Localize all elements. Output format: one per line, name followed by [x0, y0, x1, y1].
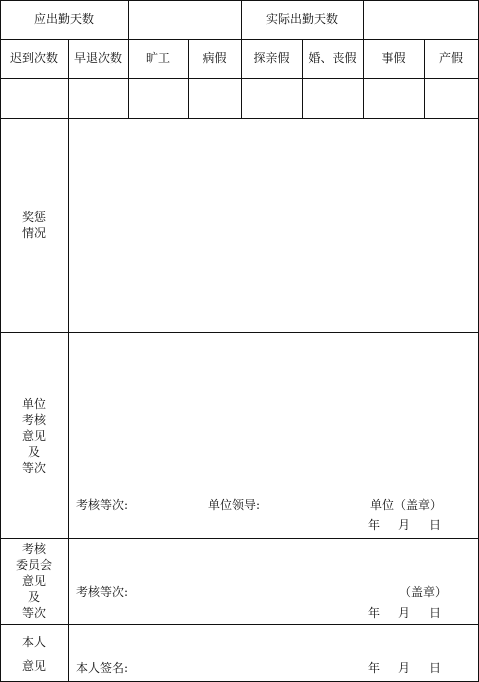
col-maternity-leave: 产假: [438, 51, 463, 65]
committee-date-day: 日: [429, 606, 442, 620]
rule-row5: [0, 538, 479, 539]
self-opinion-label: 本人 意见: [21, 635, 46, 673]
unit-date-year: 年: [368, 518, 381, 532]
rule-row2: [0, 78, 479, 79]
col-family-leave: 探亲假: [253, 51, 290, 65]
committee-seal-label: （盖章）: [399, 585, 448, 599]
unit-grade-label: 考核等次:: [76, 498, 129, 512]
rule-r1-a: [128, 0, 129, 39]
rule-row4: [0, 332, 479, 333]
rule-top: [0, 0, 479, 1]
committee-date-year: 年: [368, 606, 381, 620]
rule-label-col: [68, 118, 69, 682]
self-date-day: 日: [429, 661, 442, 675]
unit-seal-label: 单位（盖章）: [370, 498, 443, 512]
self-signature-label: 本人签名:: [76, 661, 129, 675]
col-marriage-funeral-leave: 婚、丧假: [308, 51, 357, 65]
rule-row3: [0, 118, 479, 119]
committee-review-label: 考核 委员会 意见 及 等次: [15, 542, 52, 620]
committee-grade-label: 考核等次:: [76, 585, 129, 599]
unit-date-month: 月: [398, 518, 411, 532]
rewards-label: 奖惩 情况: [21, 210, 46, 240]
rule-r1-c: [363, 0, 364, 39]
col-late: 迟到次数: [9, 51, 58, 65]
self-date-year: 年: [368, 661, 381, 675]
self-date-month: 月: [398, 661, 411, 675]
unit-review-label: 单位 考核 意见 及 等次: [21, 397, 46, 475]
unit-leader-label: 单位领导:: [208, 498, 261, 512]
rule-row6: [0, 624, 479, 625]
col-early-leave: 早退次数: [73, 51, 122, 65]
col-personal-leave: 事假: [381, 51, 406, 65]
unit-date-day: 日: [429, 518, 442, 532]
col-absent: 旷工: [145, 51, 170, 65]
expected-days-label: 应出勤天数: [33, 12, 94, 26]
col-sick-leave: 病假: [202, 51, 227, 65]
actual-days-label: 实际出勤天数: [265, 12, 338, 26]
committee-date-month: 月: [398, 606, 411, 620]
rule-row1: [0, 39, 479, 40]
